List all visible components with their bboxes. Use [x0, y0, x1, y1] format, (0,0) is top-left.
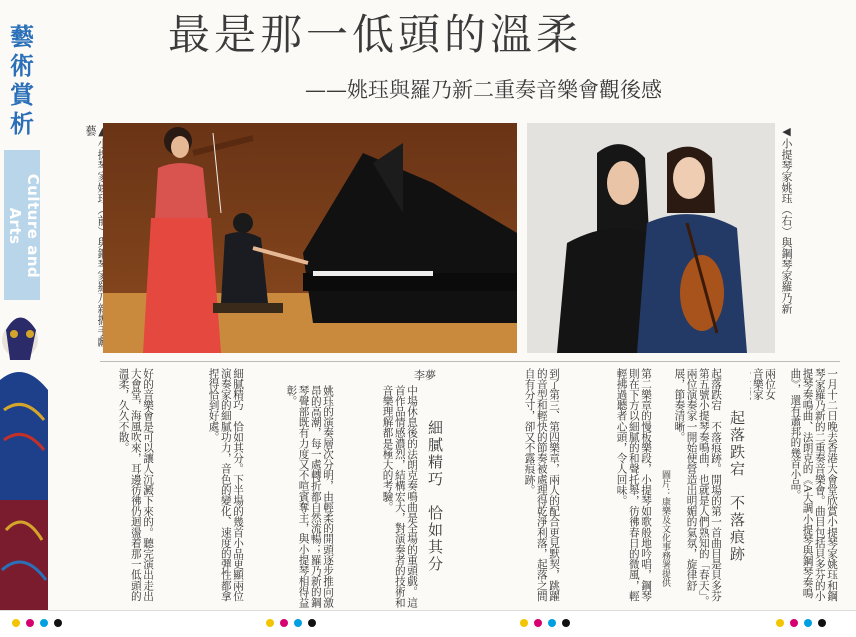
registration-marks-left — [12, 619, 62, 627]
registration-dot — [790, 619, 798, 627]
article-column-5: 到了第三、第四樂章，兩人的配合更見默契，跳躍的音型和輕快的節奏被處理得乾淨利落，起落之間自有分寸，卻又不露痕跡。 — [523, 368, 560, 602]
article-column-3: 起落跌宕 不落痕跡。開場的第一首曲目是貝多芬第五號小提琴奏鳴曲，也就是人們熟知的「春天」。兩位演奏家一開始便營造出明媚的氣氛，旋律舒展，節奏清晰。 — [673, 368, 722, 607]
article-column-6: 中場休息後的法朗克奏鳴曲是全場的重頭戲。這首作品情感濃烈，結構宏大，對演奏者的技術和音樂理解都是極大的考驗。 — [381, 385, 418, 608]
registration-dot — [548, 619, 556, 627]
photo1-caption: 藝 — [84, 125, 97, 136]
print-margin — [0, 610, 856, 637]
article-column-2: 兩位女音樂家 — [751, 368, 776, 400]
section-title-cn: 藝術賞析 — [10, 22, 34, 138]
author-name: 李夢 — [414, 369, 436, 382]
headline: 最是那一低頭的溫柔 — [168, 10, 583, 59]
opera-figure-illustration — [0, 300, 48, 610]
concert-photo — [103, 123, 517, 353]
article-column-8: 細膩精巧 恰如其分。下半場的幾首小品更顯兩位演奏家的細膩功力，音色的變化、速度的彈性都拿捏得恰到好處。 — [207, 368, 244, 602]
article-column-7: 姚珏的演奏層次分明，由輕柔的開頭逐步推向激昂的高潮，每一處轉折都自然流暢；羅乃新的鋼琴聲部既有力度又不喧賓奪主，與小提琴相得益彰。 — [285, 385, 334, 608]
article-rule — [100, 361, 840, 362]
section-strip — [0, 0, 44, 610]
registration-dot — [280, 619, 288, 627]
registration-marks-center-right — [520, 619, 570, 627]
registration-dot — [534, 619, 542, 627]
article-column-1: 一月十二日晚去香港大會堂欣賞小提琴家姚珏和鋼琴家羅乃新的二重奏音樂會。曲目包括貝多芬的小提琴奏鳴曲、法朗克的《A大調小提琴與鋼琴奏鳴曲》，還有蕭邦的幾首小品。 — [789, 368, 838, 602]
subhead-1: 起落跌宕 不落痕跡 — [728, 410, 746, 563]
article-column-4: 第二樂章的慢板樂段，小提琴如歌般地吟唱，鋼琴則在下方以細膩的和聲托舉，彷彿春日的微風，輕輕拂過聽者心頭，令人回味。 — [615, 368, 652, 602]
portrait-photo — [527, 123, 775, 353]
registration-dot — [804, 619, 812, 627]
registration-dot — [26, 619, 34, 627]
registration-dot — [294, 619, 302, 627]
registration-dot — [562, 619, 570, 627]
registration-dot — [266, 619, 274, 627]
registration-marks-center-left — [266, 619, 316, 627]
subhead-2: 細膩精巧 恰如其分 — [426, 420, 444, 573]
registration-dot — [818, 619, 826, 627]
registration-dot — [12, 619, 20, 627]
registration-dot — [776, 619, 784, 627]
section-title-en: Culture and Arts — [6, 173, 42, 279]
registration-dot — [308, 619, 316, 627]
subheadline: ——姚珏與羅乃新二重奏音樂會觀後感 — [305, 78, 662, 102]
registration-dot — [54, 619, 62, 627]
registration-dot — [40, 619, 48, 627]
registration-marks-right — [776, 619, 826, 627]
photo-credit: 圖片：康樂及文化事務署提供 — [660, 470, 670, 587]
photo2-caption: ◀小提琴家姚珏（右）與鋼琴家羅乃新 — [780, 125, 793, 314]
registration-dot — [520, 619, 528, 627]
section-title-en-band — [4, 150, 40, 300]
article-column-9: 好的音樂會是可以讓人沉澱下來的。聽完演出走出大會堂，海風吹來，耳邊彷彿仍迴盪着那一低頭的溫柔，久久不散。 — [117, 368, 154, 602]
